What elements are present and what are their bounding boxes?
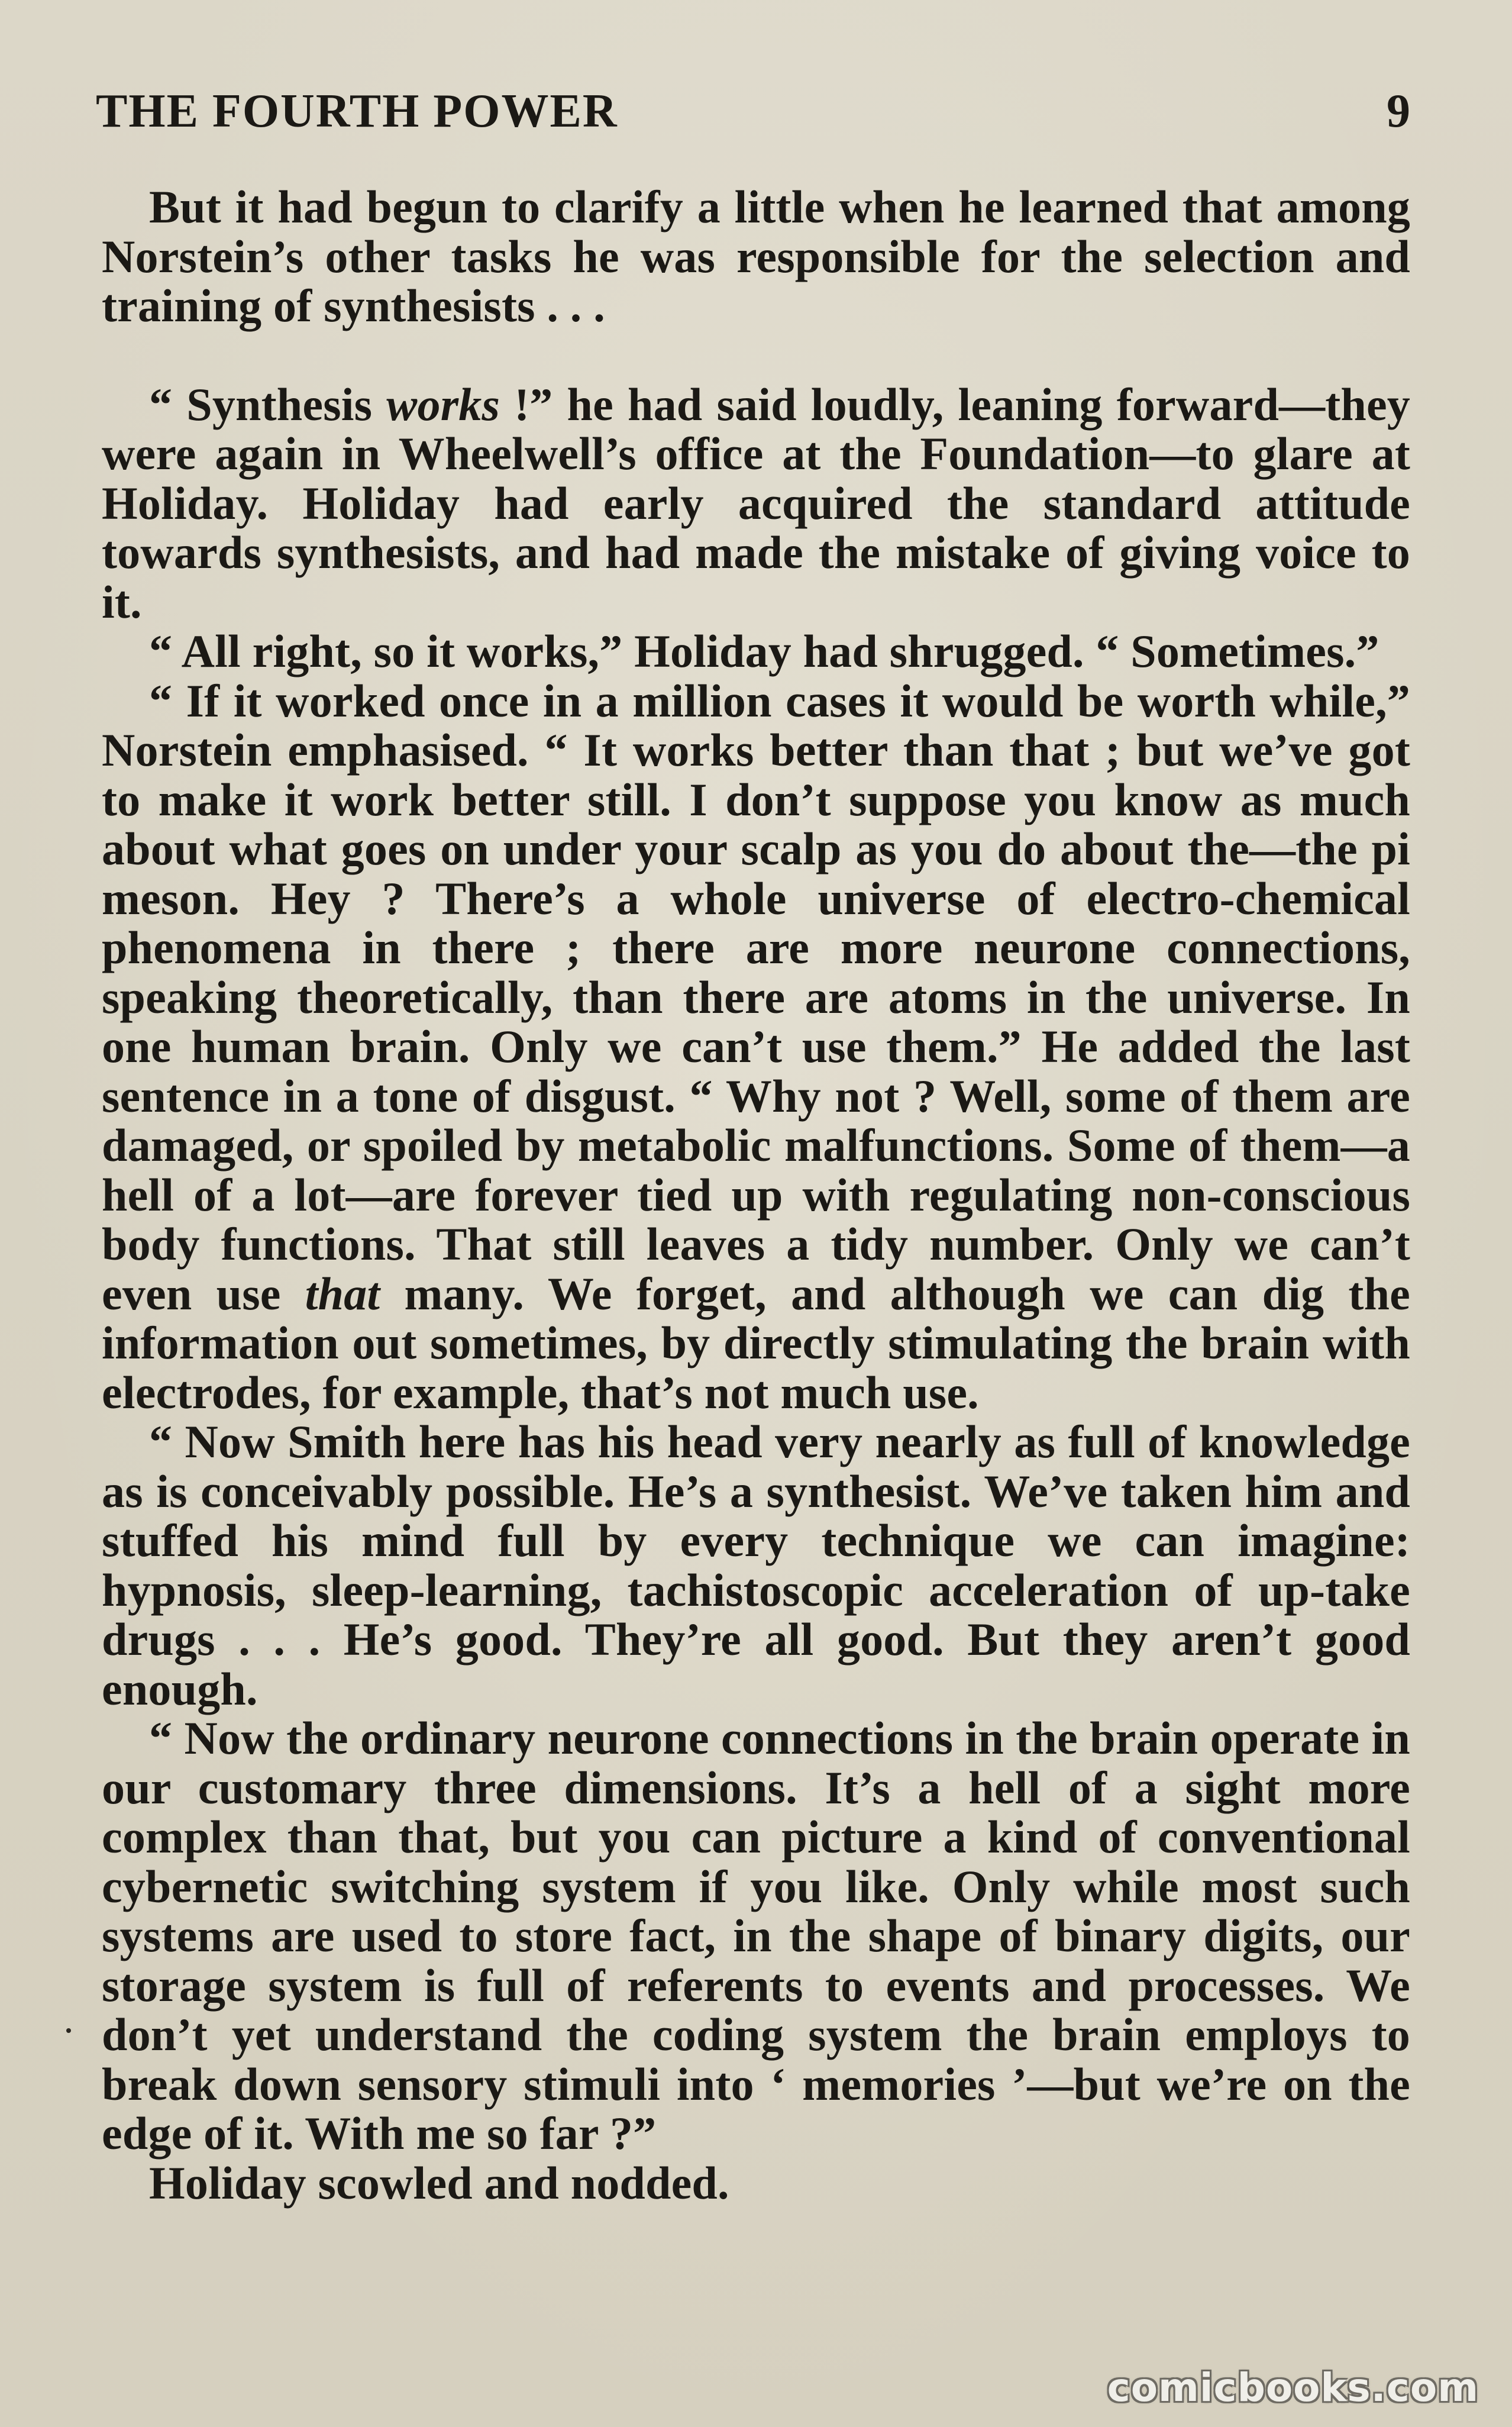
paragraph [102, 380, 1410, 627]
paragraph [102, 1417, 1410, 1713]
paragraph-text: “ Now the ordinary neurone connections in the brain operate in our customary three dimensions. It’s a hell of a sight more complex than that, but you can picture a kind of conventional cybernetic switching system if you like. Only while most such systems are used to store fact, in the shape of binary digits, our storage system is full of referents to events and processes. We don’t yet understand the coding system the brain employs to break down sensory stimuli into ‘ memories ’—but we’re on the edge of it. With me so far ?” [102, 1712, 1410, 2159]
paragraph-text: “ Now Smith here has his head very nearly as full of knowledge as is conceivably possible. He’s a synthesist. We’ve taken him and stuffed his mind full by every technique we can imagine: hypnosis, sleep-learning, tachistoscopic acceleration of up-take drugs . . . He’s good. They’re all good. But they aren’t good enough. [102, 1416, 1410, 1715]
italic-word: that [305, 1267, 380, 1319]
italic-word: works [386, 378, 500, 430]
paragraph [102, 2158, 1410, 2208]
paragraph-text: But it had begun to clarify a little when he learned that among Norstein’s other tasks he was responsible for the selection and training of synthesists . . . [102, 181, 1410, 331]
paragraph-text: !” he had said loudly, leaning forward—they were again in Wheelwell’s office at the Foundation—to glare at Holiday. Holiday had early acquired the standard attitude towards synthesists, and had made the mistake of giving voice to it. [102, 378, 1411, 628]
paragraph-spacer [102, 331, 1410, 380]
paragraph [102, 627, 1410, 676]
watermark: comicbooks.com [1107, 2365, 1479, 2410]
paragraph [102, 182, 1410, 331]
paragraph-text: Holiday scowled and nodded. [149, 2157, 729, 2209]
paragraph-text: many. We forget, and although we can dig the information out sometimes, by directly stimulating the brain with electrodes, for example, that’s not much use. [102, 1267, 1410, 1418]
paragraph-text: “ If it worked once in a million cases it would be worth while,” Norstein emphasised. “ It works better than that ; but we’ve got to make it work better still. I don’t suppose you know as much about what goes on under your scalp as you do about the—the pi meson. Hey ? There’s a whole universe of electro-chemical phenomena in there ; there are more neurone connections, speaking theoretically, than there are atoms in the universe. In one human brain. Only we can’t use them.” He added the last sentence in a tone of disgust. “ Why not ? Well, some of them are damaged, or spoiled by metabolic malfunctions. Some of them—a hell of a lot—are forever tied up with regulating non-conscious body functions. That still leaves a tidy number. Only we can’t even use [102, 674, 1410, 1319]
paragraph [102, 1713, 1410, 2158]
paragraph-text: “ All right, so it works,” Holiday had shrugged. “ Sometimes.” [149, 625, 1379, 677]
running-head [96, 82, 1411, 141]
paragraph [102, 676, 1410, 1418]
body-text [102, 182, 1410, 2207]
page-number: 9 [1387, 85, 1411, 137]
paragraph-text: “ Synthesis [149, 378, 387, 430]
print-speck [66, 2028, 71, 2033]
chapter-title: THE FOURTH POWER [96, 85, 618, 137]
